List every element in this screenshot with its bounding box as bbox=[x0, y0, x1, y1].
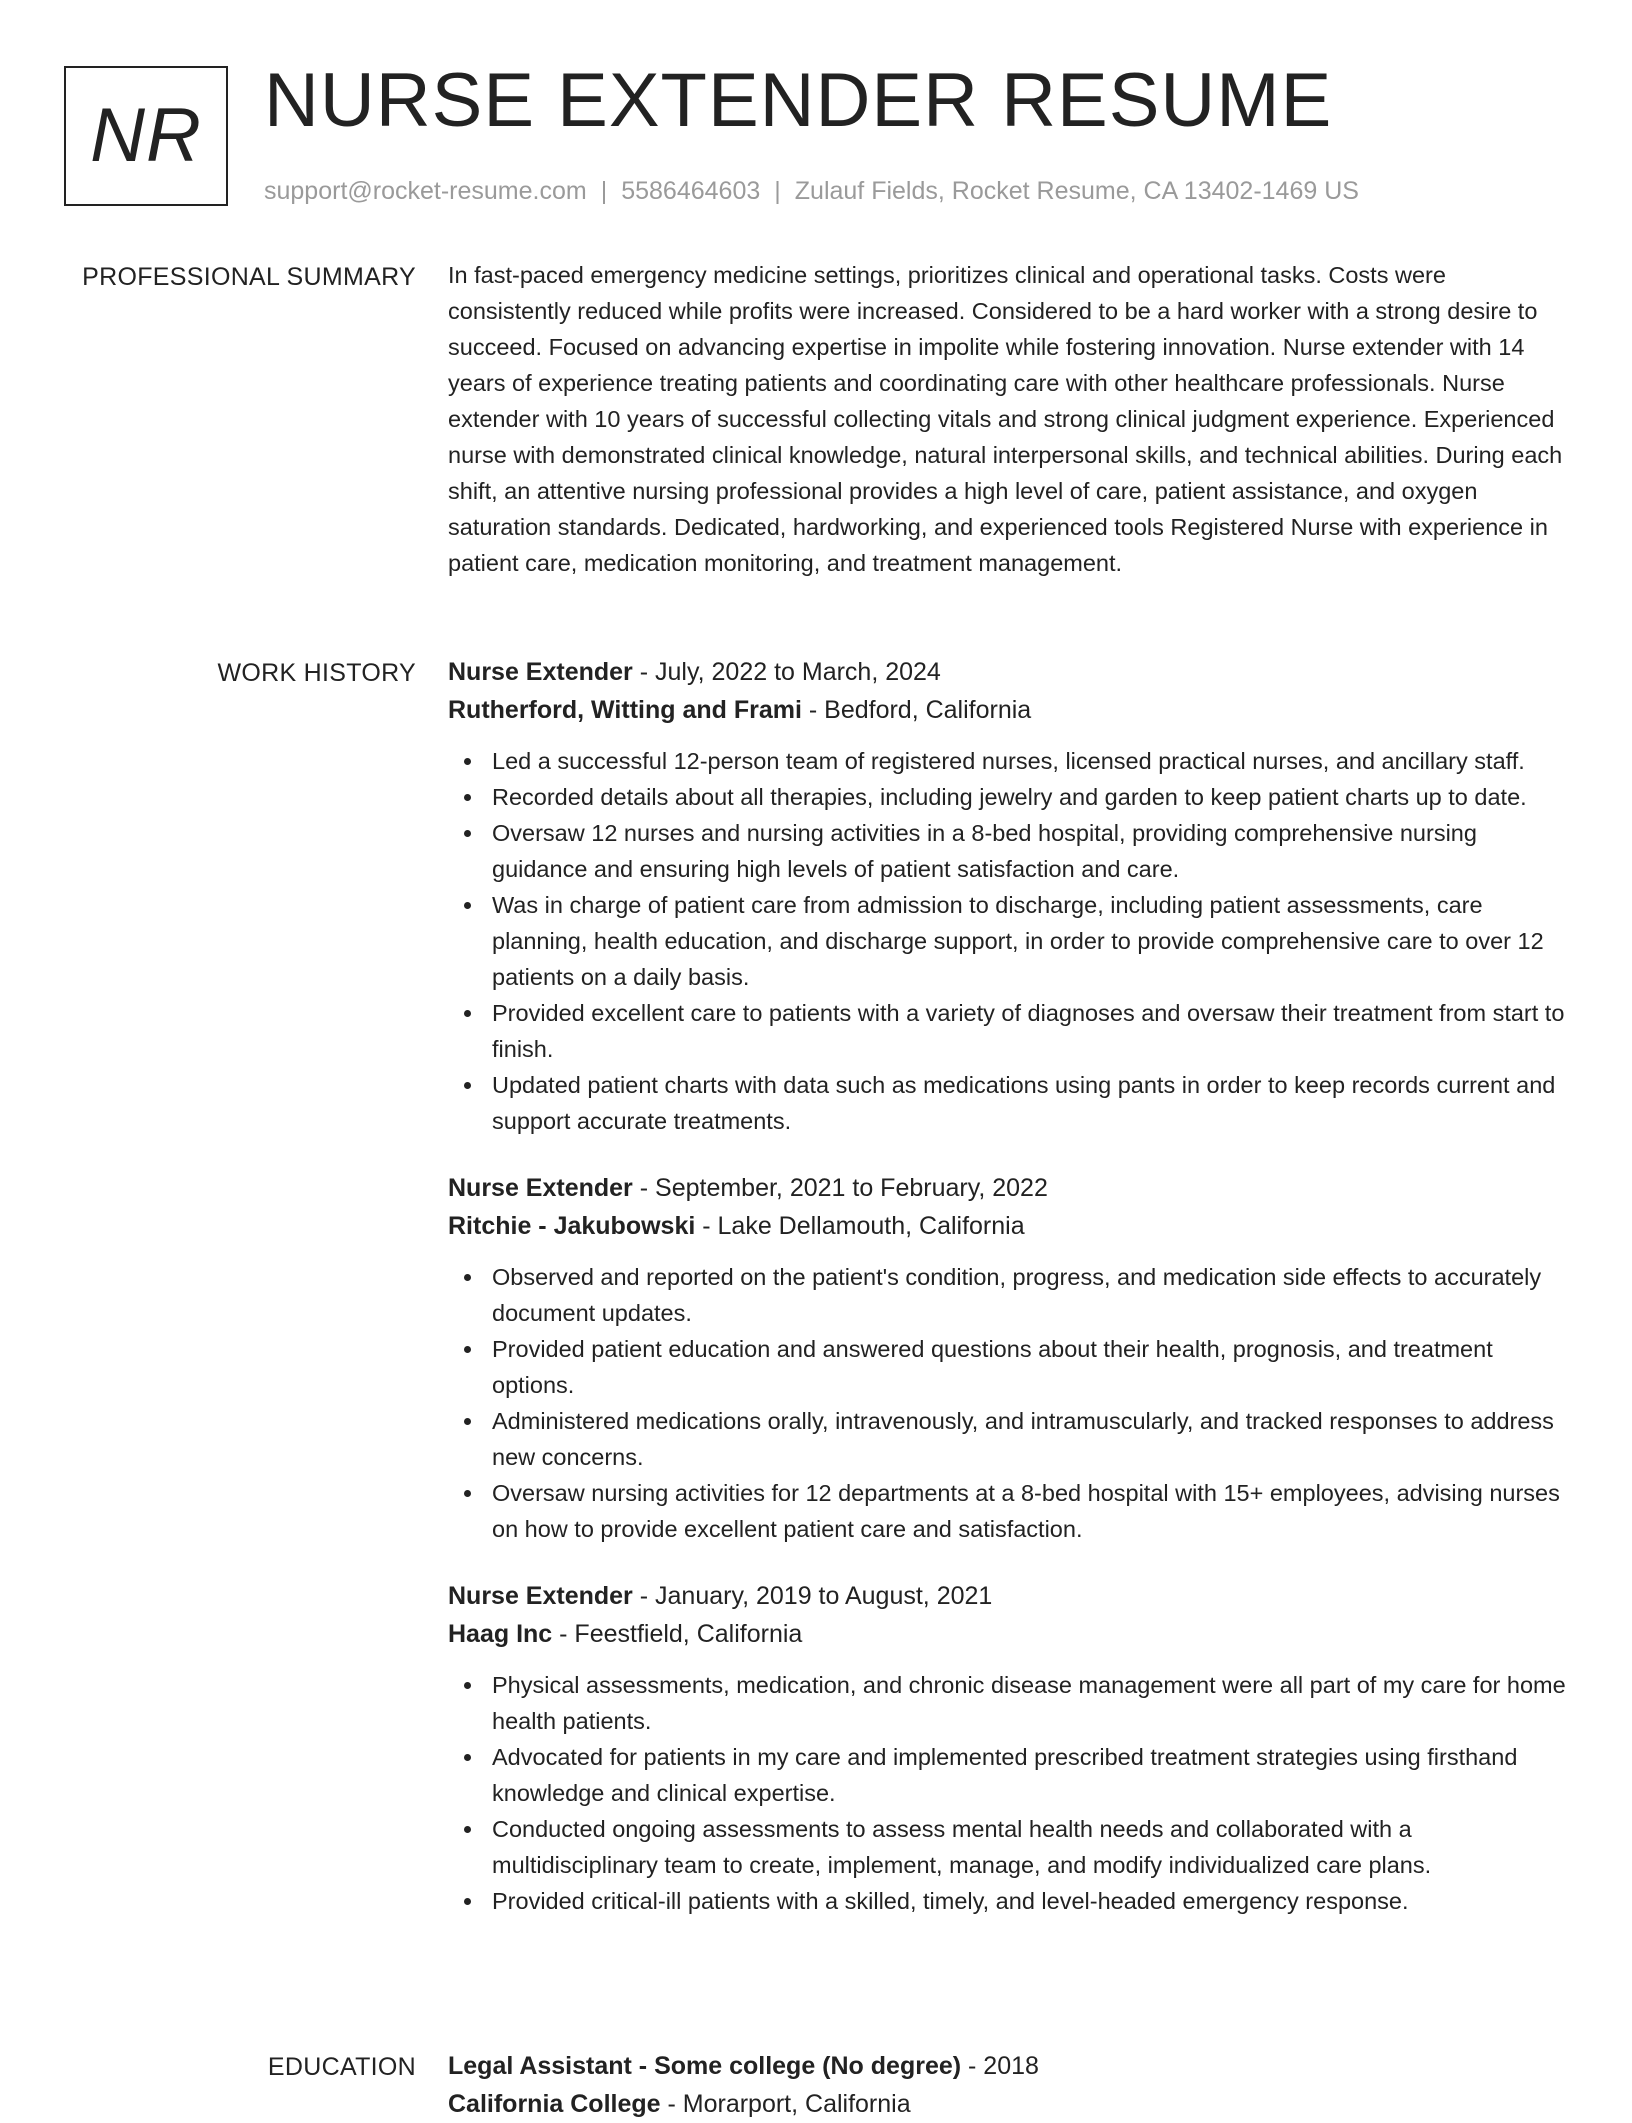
summary-body bbox=[448, 257, 1566, 581]
job-title: Nurse Extender bbox=[448, 1174, 633, 1202]
contact-phone: 5586464603 bbox=[621, 177, 761, 205]
job-company-line bbox=[448, 1615, 1566, 1653]
job-bullet: Administered medications orally, intravenously, and intramuscularly, and tracked responses to address new concerns. bbox=[448, 1403, 1566, 1475]
contact-line bbox=[264, 174, 1359, 208]
job-title: Nurse Extender bbox=[448, 658, 633, 686]
contact-address: Zulauf Fields, Rocket Resume, CA 13402-1469 US bbox=[794, 177, 1359, 205]
job-bullet: Provided excellent care to patients with a variety of diagnoses and oversaw their treatment from start to finish. bbox=[448, 995, 1566, 1067]
job-location: - Feestfield, California bbox=[552, 1620, 803, 1648]
education-label: EDUCATION bbox=[267, 2053, 416, 2081]
job-company: Haag Inc bbox=[448, 1620, 553, 1648]
initials-monogram bbox=[64, 66, 228, 206]
work-history-label: WORK HISTORY bbox=[217, 659, 416, 687]
job-bullet: Conducted ongoing assessments to assess mental health needs and collaborated with a multidisciplinary team to create, implement, manage, and modify individualized care plans. bbox=[448, 1811, 1566, 1883]
job-bullet: Physical assessments, medication, and chronic disease management were all part of my care for home health patients. bbox=[448, 1667, 1566, 1739]
job-company: Ritchie - Jakubowski bbox=[448, 1212, 696, 1240]
job-bullet: Updated patient charts with data such as medications using pants in order to keep records current and support accurate treatments. bbox=[448, 1067, 1566, 1139]
job-entry bbox=[448, 1169, 1566, 1547]
job-bullets bbox=[448, 1667, 1566, 1919]
summary-text: In fast-paced emergency medicine settings, prioritizes clinical and operational tasks. Costs were consistently reduced while profits were increased. Considered to be a hard worker with a strong desire to succeed. Focused on advancing expertise in impolite while fostering innovation. Nurse extender with 14 years of experience treating patients and coordinating care with other healthcare professionals. Nurse extender with 10 years of successful collecting vitals and strong clinical judgment experience. Experienced nurse with demonstrated clinical knowledge, natural interpersonal skills, and technical abilities. During each shift, an attentive nursing professional provides a high level of care, patient assistance, and oxygen saturation standards. Dedicated, hardworking, and experienced tools Registered Nurse with experience in patient care, medication monitoring, and treatment management. bbox=[448, 262, 1563, 576]
job-bullets bbox=[448, 743, 1566, 1139]
education-degree-line bbox=[448, 2047, 1566, 2085]
job-entry bbox=[448, 1577, 1566, 1919]
education-location: - Morarport, California bbox=[660, 2090, 911, 2118]
work-history-body bbox=[448, 653, 1566, 1949]
education-degree: Legal Assistant - Some college (No degree) bbox=[448, 2052, 962, 2080]
job-company-line bbox=[448, 691, 1566, 729]
job-bullet: Provided critical-ill patients with a skilled, timely, and level-headed emergency response. bbox=[448, 1883, 1566, 1919]
job-dates: - January, 2019 to August, 2021 bbox=[632, 1582, 993, 1610]
job-bullet: Recorded details about all therapies, including jewelry and garden to keep patient charts up to date. bbox=[448, 779, 1566, 815]
job-title: Nurse Extender bbox=[448, 1582, 633, 1610]
education-school-line bbox=[448, 2085, 1566, 2123]
job-title-line bbox=[448, 653, 1566, 691]
job-bullet: Was in charge of patient care from admission to discharge, including patient assessments, care planning, health education, and discharge support, in order to provide comprehensive care to over 12 patients on a daily basis. bbox=[448, 887, 1566, 995]
education-school: California College bbox=[448, 2090, 661, 2118]
job-bullet: Oversaw nursing activities for 12 departments at a 8-bed hospital with 15+ employees, advising nurses on how to provide excellent patient care and satisfaction. bbox=[448, 1475, 1566, 1547]
job-location: - Lake Dellamouth, California bbox=[695, 1212, 1025, 1240]
job-dates: - July, 2022 to March, 2024 bbox=[632, 658, 941, 686]
summary-label: PROFESSIONAL SUMMARY bbox=[82, 263, 416, 291]
job-location: - Bedford, California bbox=[801, 696, 1032, 724]
job-bullet: Oversaw 12 nurses and nursing activities in a 8-bed hospital, providing comprehensive nursing guidance and ensuring high levels of patient satisfaction and care. bbox=[448, 815, 1566, 887]
job-bullet: Observed and reported on the patient's condition, progress, and medication side effects to accurately document updates. bbox=[448, 1259, 1566, 1331]
contact-email: support@rocket-resume.com bbox=[264, 177, 587, 205]
job-bullet: Advocated for patients in my care and implemented prescribed treatment strategies using firsthand knowledge and clinical expertise. bbox=[448, 1739, 1566, 1811]
job-company-line bbox=[448, 1207, 1566, 1245]
job-entry bbox=[448, 653, 1566, 1139]
job-title-line bbox=[448, 1169, 1566, 1207]
education-year: - 2018 bbox=[961, 2052, 1039, 2080]
initials-text: NR bbox=[90, 92, 202, 178]
job-bullet: Led a successful 12-person team of registered nurses, licensed practical nurses, and ancillary staff. bbox=[448, 743, 1566, 779]
contact-separator: | bbox=[774, 177, 781, 205]
job-bullet: Provided patient education and answered questions about their health, prognosis, and treatment options. bbox=[448, 1331, 1566, 1403]
job-company: Rutherford, Witting and Frami bbox=[448, 696, 802, 724]
resume-title: NURSE EXTENDER RESUME bbox=[264, 58, 1333, 143]
contact-separator: | bbox=[600, 177, 608, 205]
job-bullets bbox=[448, 1259, 1566, 1547]
job-dates: - September, 2021 to February, 2022 bbox=[632, 1174, 1048, 1202]
job-title-line bbox=[448, 1577, 1566, 1615]
